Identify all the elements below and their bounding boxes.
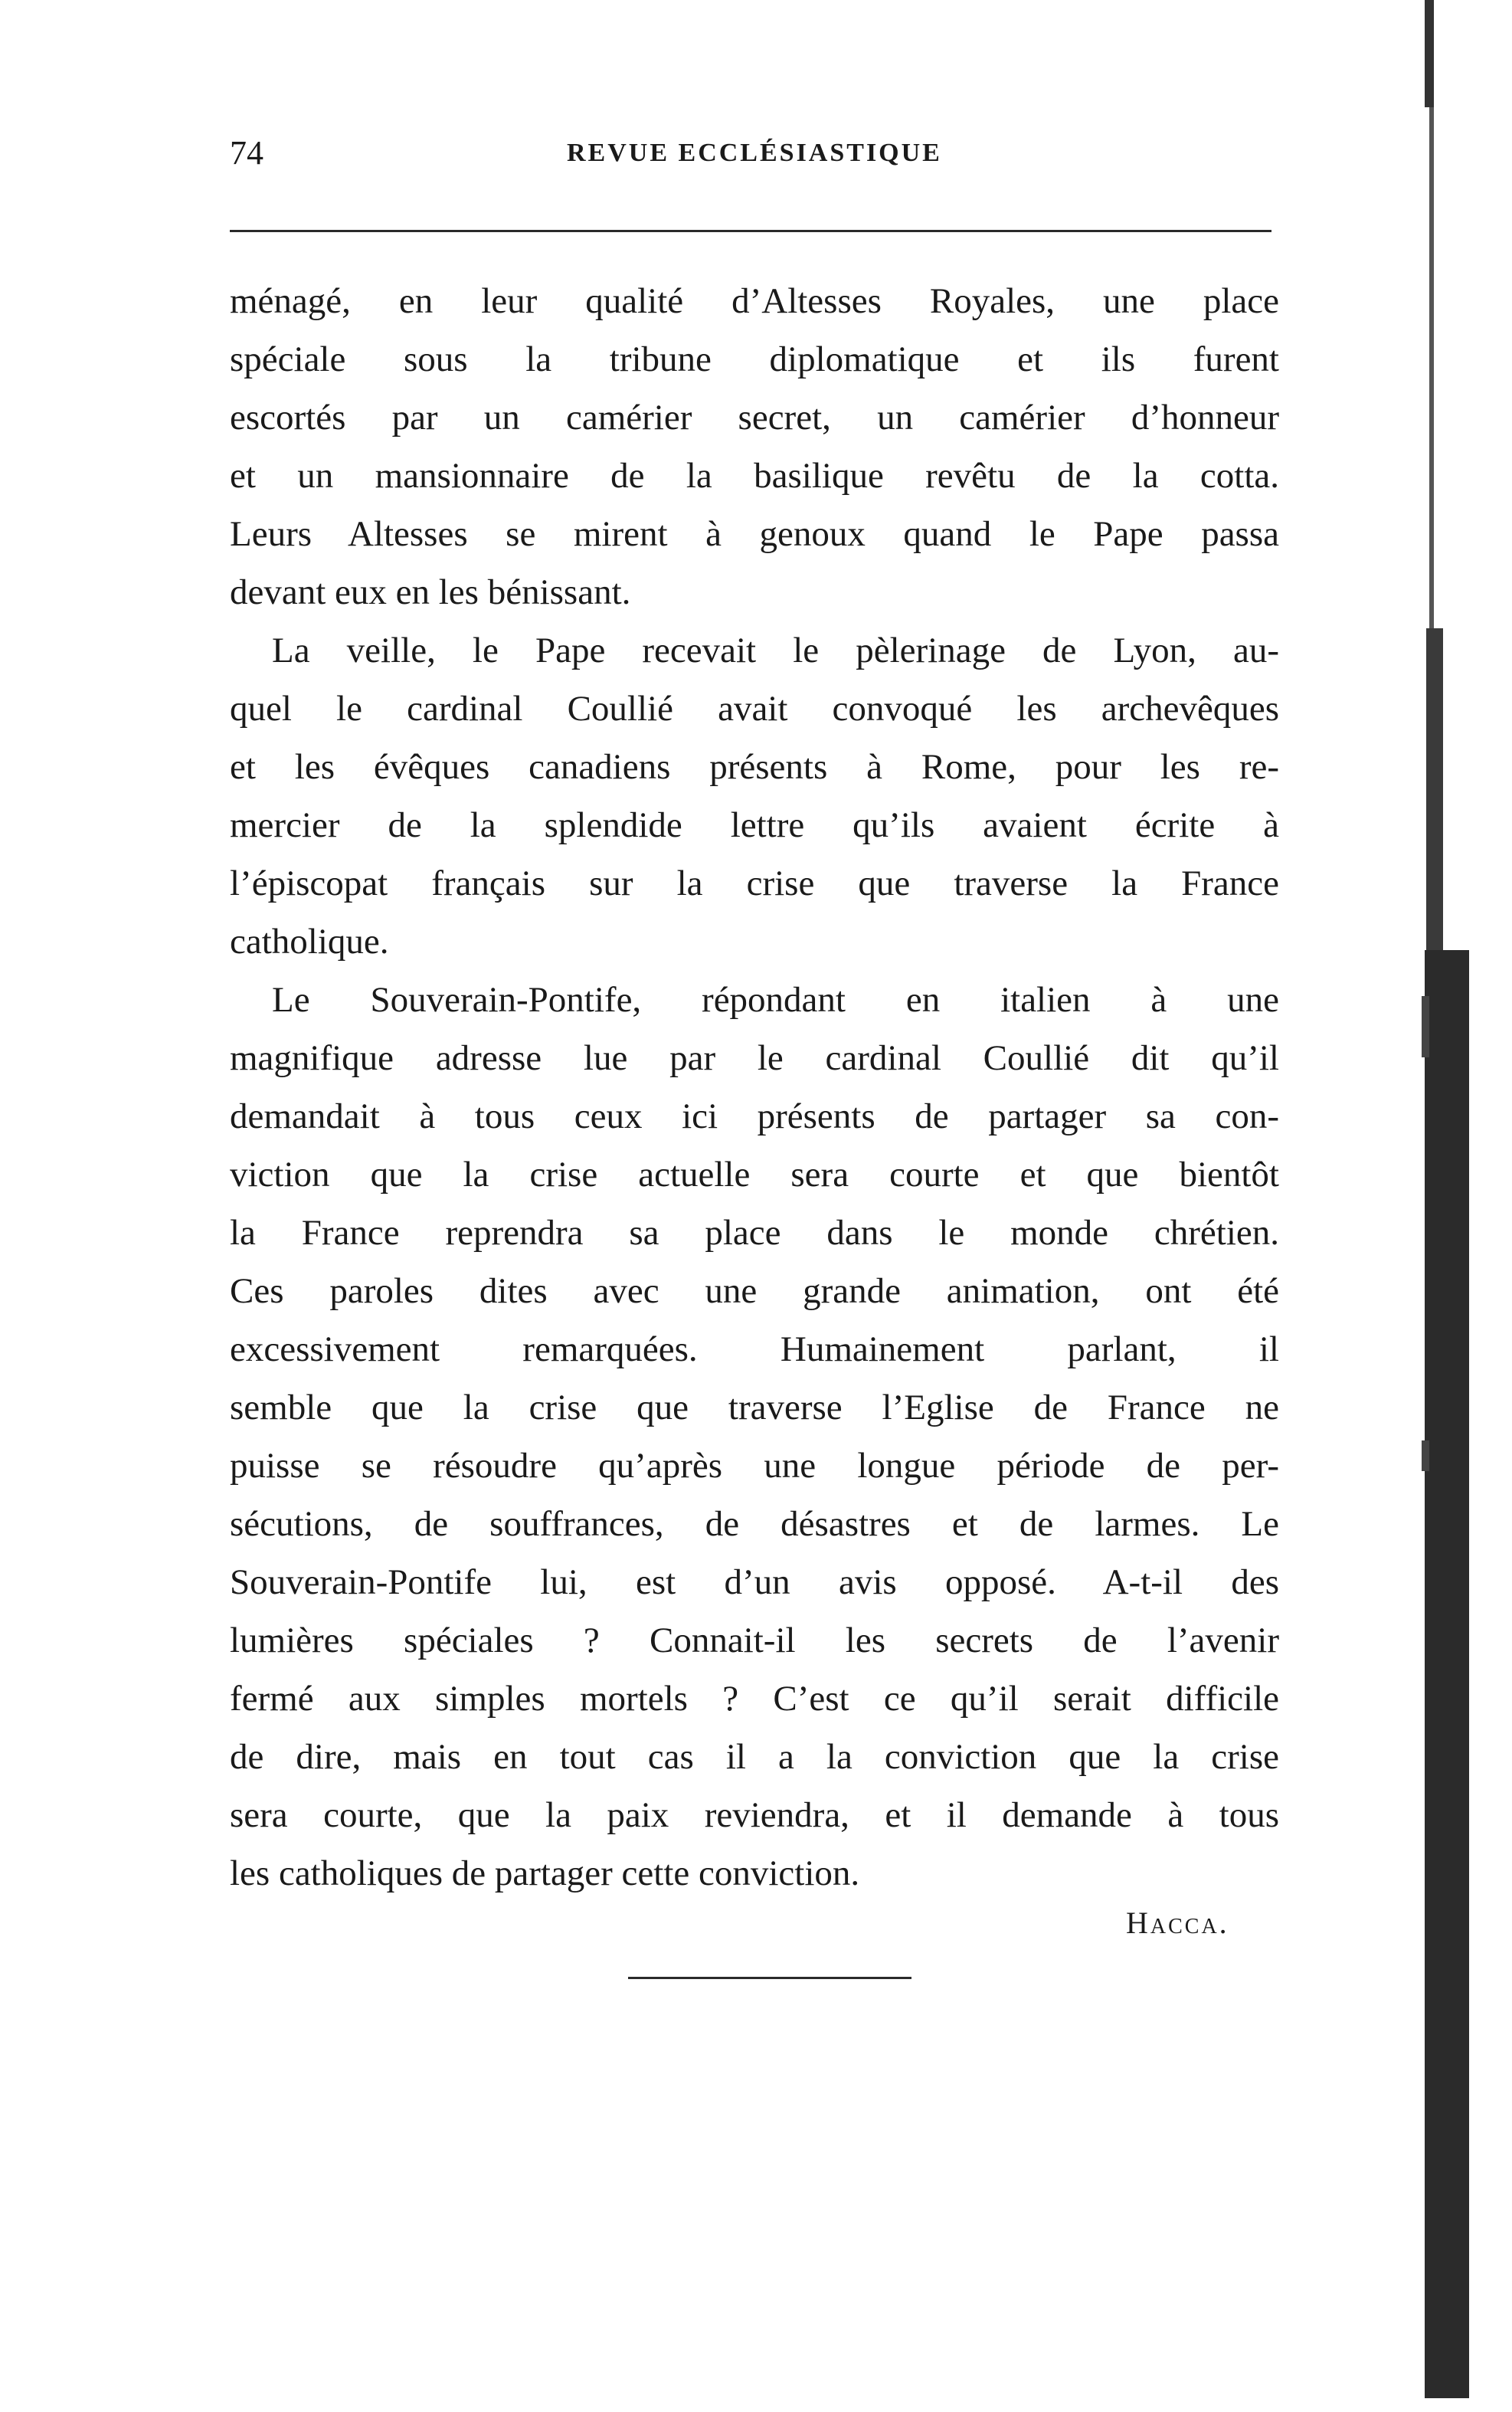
text-line: quel le cardinal Coullié avait convoqué les archevêques <box>230 689 1279 729</box>
journal-title: REVUE ECCLÉSIASTIQUE <box>567 139 942 167</box>
running-head <box>230 130 1271 176</box>
page-number: 74 <box>230 134 263 172</box>
text-line: spéciale sous la tribune diplomatique et ils furent <box>230 339 1279 379</box>
text-line: lumières spéciales ? Connait-il les secrets de l’avenir <box>230 1621 1279 1660</box>
text-line: Leurs Altesses se mirent à genoux quand le Pape passa <box>230 514 1279 554</box>
text-line: Ces paroles dites avec une grande animation, ont été <box>230 1271 1279 1311</box>
paragraph-first-line: Le Souverain-Pontife, répondant en italien à une <box>272 980 1279 1020</box>
text-line: devant eux en les bénissant. <box>230 572 631 612</box>
text-line: puisse se résoudre qu’après une longue période de per- <box>230 1446 1279 1486</box>
text-line: et un mansionnaire de la basilique revêtu de la cotta. <box>230 456 1279 496</box>
text-line: sera courte, que la paix reviendra, et il demande à tous <box>230 1795 1279 1835</box>
end-rule <box>628 1977 911 1979</box>
text-line: mercier de la splendide lettre qu’ils avaient écrite à <box>230 805 1279 845</box>
text-line: Souverain-Pontife lui, est d’un avis opposé. A-t-il des <box>230 1562 1279 1602</box>
text-line: ménagé, en leur qualité d’Altesses Royales, une place <box>230 281 1279 321</box>
text-line: la France reprendra sa place dans le monde chrétien. <box>230 1213 1279 1253</box>
text-line: catholique. <box>230 922 389 962</box>
text-line: excessivement remarquées. Humainement parlant, il <box>230 1329 1279 1369</box>
paragraph-first-line: La veille, le Pape recevait le pèlerinage de Lyon, au- <box>272 631 1279 670</box>
article-text <box>230 272 1279 1902</box>
text-line: sécutions, de souffrances, de désastres et de larmes. Le <box>230 1504 1279 1544</box>
text-line: et les évêques canadiens présents à Rome, pour les re- <box>230 747 1279 787</box>
text-line: de dire, mais en tout cas il a la conviction que la crise <box>230 1737 1279 1777</box>
text-line: l’épiscopat français sur la crise que traverse la France <box>230 864 1279 903</box>
text-line: fermé aux simples mortels ? C’est ce qu’il serait difficile <box>230 1679 1279 1719</box>
text-line: demandait à tous ceux ici présents de partager sa con- <box>230 1096 1279 1136</box>
text-line: magnifique adresse lue par le cardinal Coullié dit qu’il <box>230 1038 1279 1078</box>
text-line: semble que la crise que traverse l’Eglise de France ne <box>230 1388 1279 1427</box>
author-signature: Hacca. <box>1126 1906 1229 1940</box>
text-line: viction que la crise actuelle sera courte et que bientôt <box>230 1155 1279 1195</box>
header-rule <box>230 230 1271 232</box>
text-line: les catholiques de partager cette conviction. <box>230 1853 860 1893</box>
text-line: escortés par un camérier secret, un camérier d’honneur <box>230 398 1279 438</box>
scan-edge-shadow <box>1419 0 1487 2412</box>
